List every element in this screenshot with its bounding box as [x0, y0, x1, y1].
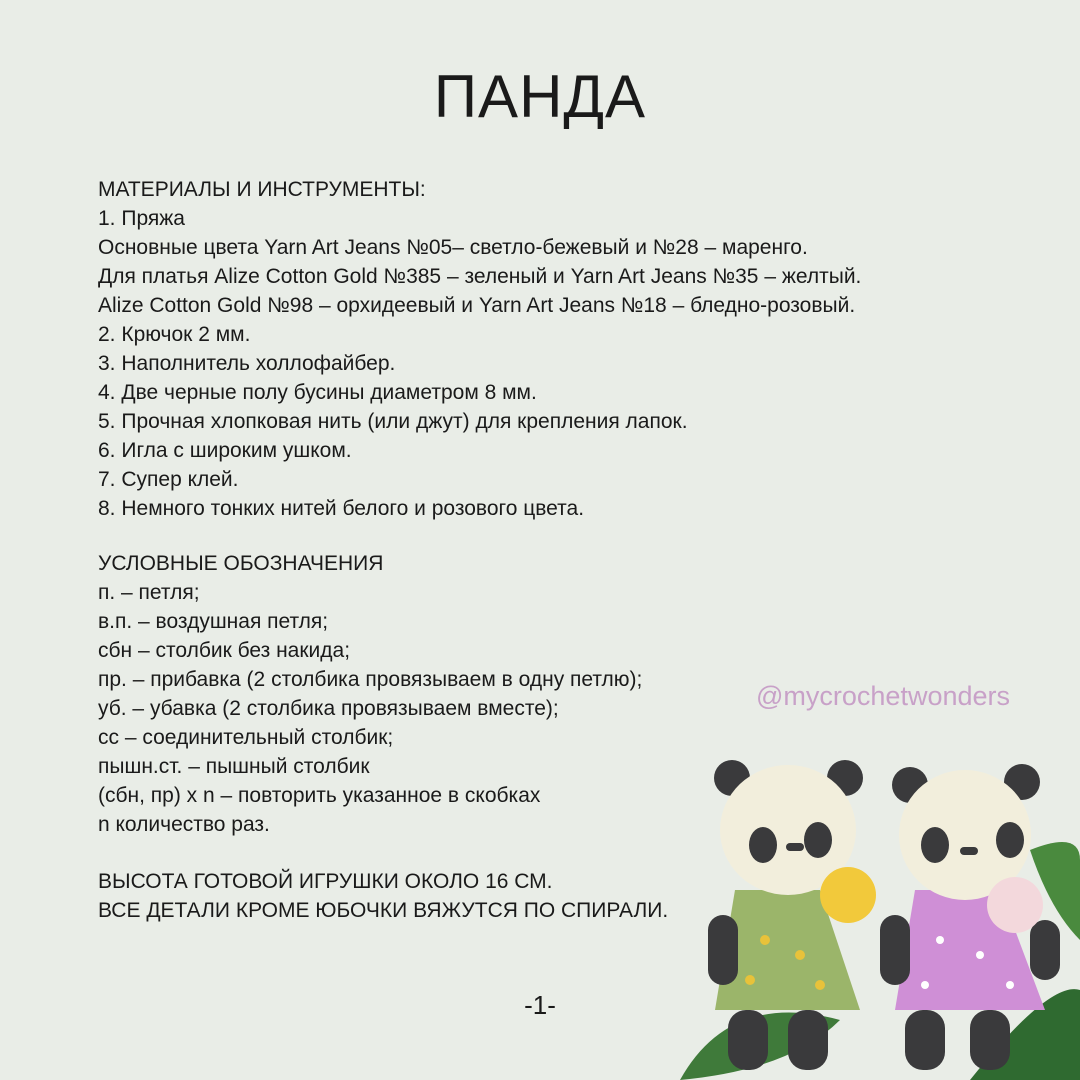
- materials-line: 5. Прочная хлопковая нить (или джут) для крепления лапок.: [98, 410, 688, 433]
- legend-line: n количество раз.: [98, 813, 270, 836]
- materials-line: 4. Две черные полу бусины диаметром 8 мм.: [98, 381, 537, 404]
- page-title: ПАНДА: [433, 63, 647, 130]
- legend-line: пр. – прибавка (2 столбика провязываем в одну петлю);: [98, 668, 643, 691]
- note-line: ВЫСОТА ГОТОВОЙ ИГРУШКИ ОКОЛО 16 СМ.: [98, 870, 553, 893]
- legend-line: (сбн, пр) х n – повторить указанное в скобках: [98, 784, 541, 807]
- legend-line: пышн.ст. – пышный столбик: [98, 755, 370, 778]
- materials-line: Alize Cotton Gold №98 – орхидеевый и Yarn Art Jeans №18 – бледно-розовый.: [98, 294, 856, 317]
- legend-line: в.п. – воздушная петля;: [98, 610, 329, 633]
- notes-section: [98, 867, 668, 925]
- materials-line: 8. Немного тонких нитей белого и розового цвета.: [98, 497, 585, 520]
- materials-line: 1. Пряжа: [98, 207, 185, 230]
- materials-heading: МАТЕРИАЛЫ И ИНСТРУМЕНТЫ:: [98, 178, 426, 201]
- legend-line: уб. – убавка (2 столбика провязываем вместе);: [98, 697, 559, 720]
- materials-section: [98, 175, 861, 523]
- legend-line: п. – петля;: [98, 581, 200, 604]
- page-number: -1-: [524, 990, 556, 1020]
- panda-toys-photo: [670, 740, 1080, 1080]
- legend-heading: УСЛОВНЫЕ ОБОЗНАЧЕНИЯ: [98, 552, 384, 575]
- materials-line: 2. Крючок 2 мм.: [98, 323, 251, 346]
- legend-section: [98, 549, 642, 839]
- legend-line: сбн – столбик без накида;: [98, 639, 351, 662]
- materials-line: Для платья Alize Cotton Gold №385 – зеленый и Yarn Art Jeans №35 – желтый.: [98, 265, 862, 288]
- materials-line: 6. Игла с широким ушком.: [98, 439, 352, 462]
- note-line: ВСЕ ДЕТАЛИ КРОМЕ ЮБОЧКИ ВЯЖУТСЯ ПО СПИРАЛИ.: [98, 899, 669, 922]
- panda-green-icon: [708, 760, 876, 1070]
- instagram-handle: @mycrochetwonders: [756, 681, 1010, 711]
- materials-line: 7. Супер клей.: [98, 468, 239, 491]
- materials-line: Основные цвета Yarn Art Jeans №05– светло-бежевый и №28 – маренго.: [98, 236, 808, 259]
- legend-line: сс – соединительный столбик;: [98, 726, 394, 749]
- materials-line: 3. Наполнитель холлофайбер.: [98, 352, 396, 375]
